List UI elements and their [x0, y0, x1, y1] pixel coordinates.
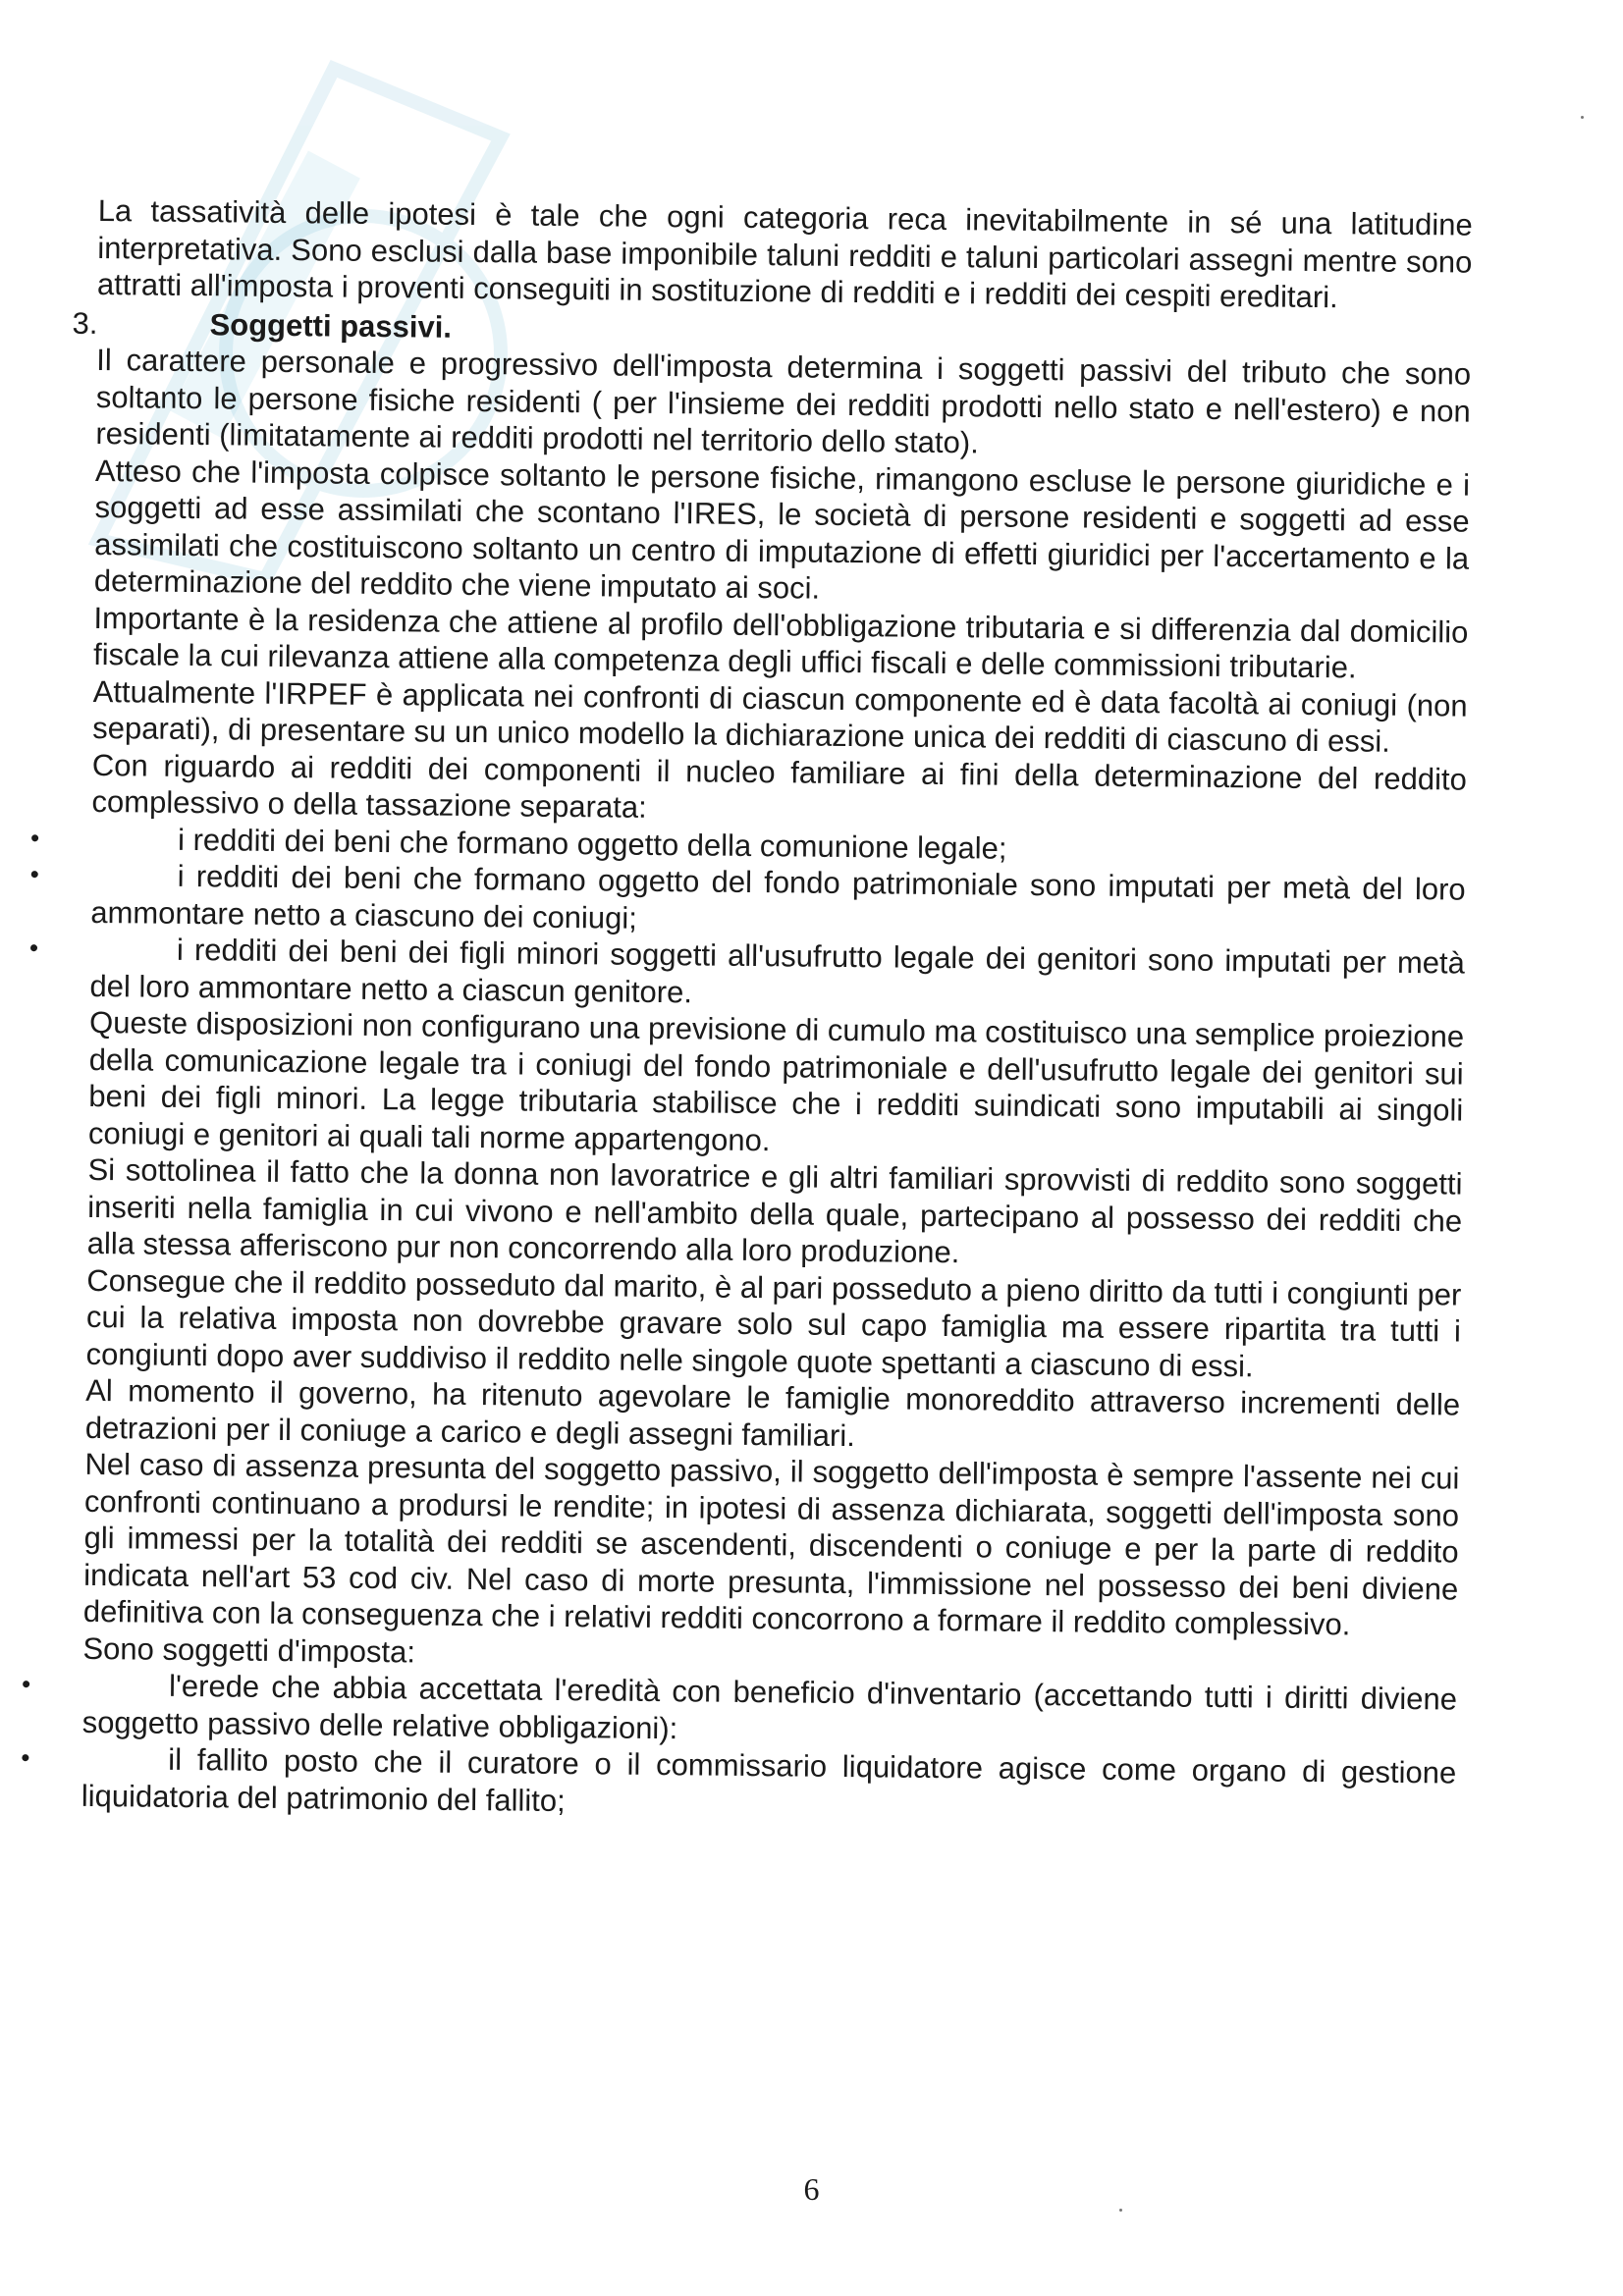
- bullet-icon: •: [21, 1669, 31, 1699]
- list-item: [28, 931, 1466, 1019]
- section-number: 3.: [72, 305, 98, 341]
- bullet-icon: •: [29, 859, 39, 889]
- bullet-icon: •: [28, 933, 39, 963]
- paragraph: Il carattere personale e progressivo dell'imposta determina i soggetti passivi del tributo che sono soltanto le persone fisiche residenti ( per l'insieme dei redditi prodotti nello stato e nell'estero) e non residenti (limitatamente ai redditi prodotti nel territorio dello stato).: [95, 342, 1472, 460]
- page-number: 6: [803, 2171, 820, 2207]
- bullet-icon: •: [21, 1742, 30, 1773]
- list-item: [21, 1740, 1457, 1829]
- paragraph: Si sottolinea il fatto che la donna non lavoratrice e gli altri familiari sprovvisti di reddito sono soggetti inseriti nella famiglia in cui vivono e nell'ambito della quale, partecipano al possesso dei redditi che alla stessa afferiscono pur non concorrendo alla loro produzione.: [86, 1151, 1463, 1270]
- paragraph: Queste disposizioni non configurano una previsione di cumulo ma costituisco una semplice proiezione della comunicazione legale tra i coniugi del fondo patrimoniale e dell'usufrutto legale dei genitori sui beni dei figli minori. La legge tributaria stabilisce che i redditi suindicati sono imputabili ai singoli coniugi e genitori ai quali tali norme appartengono.: [87, 1004, 1465, 1157]
- section-title: Soggetti passivi.: [209, 306, 453, 345]
- paragraph: Sono soggetti d'imposta:: [82, 1630, 416, 1669]
- paragraph: Consegue che il reddito posseduto dal marito, è al pari posseduto a pieno diritto da tutti i congiunti per cui la relativa imposta non dovrebbe gravare solo sul capo famiglia ma essere ripartita tra tutti i congiunti dopo aver suddiviso il reddito nelle singole quote spettanti a ciascuno di essi.: [85, 1262, 1462, 1383]
- paragraph: Nel caso di assenza presunta del soggetto passivo, il soggetto dell'imposta è sempre l'assente nei cui confronti continuano a prodursi le rendite; in ipotesi di assenza dichiarata, soggetti dell'imposta sono gli immessi per la totalità dei redditi se ascendenti, discendenti o coniuge e per la parte di reddito indicata nell'art 53 cod civ. Nel caso di morte presunta, l'immissione nel possesso dei beni diviene definitiva con la conseguenza che i relativi redditi concorrono a formare il reddito complessivo.: [82, 1446, 1460, 1642]
- list-item-text: i redditi dei beni che formano oggetto della comunione legale;: [177, 822, 1007, 866]
- paragraph: Con riguardo ai redditi dei componenti il nucleo familiare ai fini della determinazione del reddito complessivo o della tassazione separata:: [91, 747, 1468, 825]
- bullet-icon: •: [29, 822, 40, 852]
- paragraph: Al momento il governo, ha ritenuto agevolare le famiglie monoreddito attraverso incrementi delle detrazioni per il coniuge a carico e degli assegni familiari.: [84, 1372, 1461, 1453]
- scan-speck: [1581, 116, 1584, 119]
- intro-paragraph: La tassatività delle ipotesi è tale che ogni categoria reca inevitabilmente in sé una latitudine interpretativa. Sono esclusi dalla base imponibile taluni redditi e taluni particolari assegni mentre sono attratti all'imposta i proventi conseguiti in sostituzione di redditi e i redditi dei cespiti ereditari.: [96, 192, 1473, 315]
- scan-speck: [1119, 2209, 1122, 2212]
- paragraph: Atteso che l'imposta colpisce soltanto le persone fisiche, rimangono escluse le persone giuridiche e i soggetti ad esse assimilati che scontano l'IRES, le società di persone residenti e soggetti ad esse assimilati che costituiscono soltanto un centro di imputazione di effetti giuridici per l'accertamento e la determinazione del reddito che viene imputato ai soci.: [93, 453, 1471, 606]
- list-item-text: i redditi dei beni dei figli minori soggetti all'usufrutto legale dei genitori sono imputati per metà del loro ammontare netto a ciascun genitore.: [89, 932, 1466, 1009]
- list-item-text: l'erede che abbia accettata l'eredità con beneficio d'inventario (accettando tutti i diritti diviene soggetto passivo delle relative obbligazioni):: [81, 1668, 1458, 1745]
- list-item-text: il fallito posto che il curatore o il commissario liquidatore agisce come organo di gestione liquidatoria del patrimonio del fallito;: [81, 1741, 1457, 1818]
- list-item: [29, 857, 1466, 945]
- list-item-text: i redditi dei beni che formano oggetto del fondo patrimoniale sono imputati per metà del loro ammontare netto a ciascuno dei coniugi;: [90, 858, 1466, 935]
- paragraph: Importante è la residenza che attiene al profilo dell'obbligazione tributaria e si differenzia dal domicilio fiscale la cui rilevanza attiene alla competenza degli uffici fiscali e delle commissioni tributarie.: [92, 600, 1469, 685]
- document-body: [21, 192, 1473, 1829]
- paragraph: Attualmente l'IRPEF è applicata nei confronti di ciascun componente ed è data facoltà ai coniugi (non separati), di presentare su un unico modello la dichiarazione unica dei redditi di ciascuno di essi.: [92, 673, 1468, 759]
